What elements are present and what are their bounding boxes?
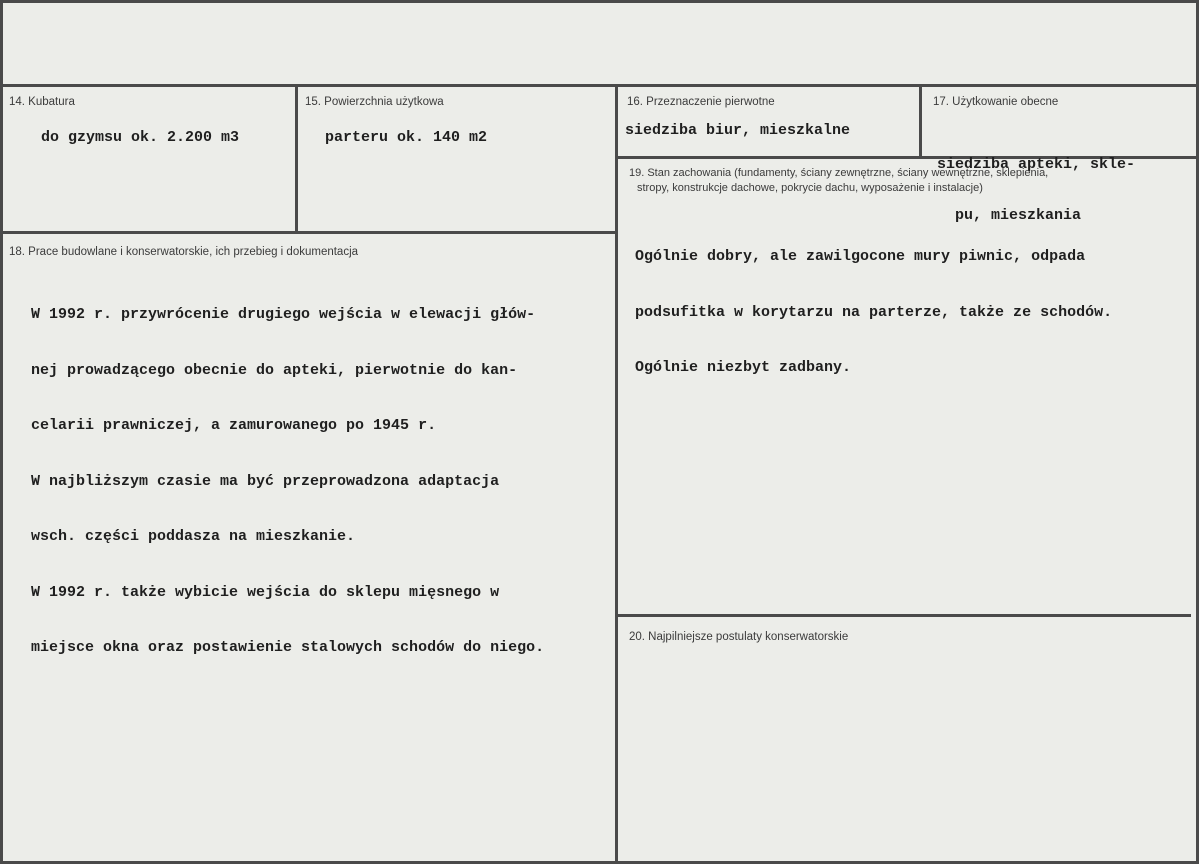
field-17-line: pu, mieszkania bbox=[955, 207, 1082, 224]
field-15-label: 15. Powierzchnia użytkowa bbox=[305, 96, 444, 108]
field-16-label: 16. Przeznaczenie pierwotne bbox=[627, 96, 775, 108]
field-19-line: Ogólnie niezbyt zadbany. bbox=[635, 359, 852, 376]
field-16-value: siedziba biur, mieszkalne bbox=[625, 122, 851, 139]
field-17-label: 17. Użytkowanie obecne bbox=[933, 96, 1059, 108]
field-18-line: celarii prawniczej, a zamurowanego po 1945 r. bbox=[31, 417, 437, 434]
field-19-line: podsufitka w korytarzu na parterze, także ze schodów. bbox=[635, 303, 1113, 321]
field-17-line: siedziba apteki, skle- bbox=[937, 156, 1136, 173]
divider-v-17 bbox=[919, 84, 922, 159]
field-14-label: 14. Kubatura bbox=[9, 96, 75, 108]
divider-top bbox=[3, 84, 1196, 87]
divider-right-20 bbox=[618, 614, 1191, 617]
field-18-line: W 1992 r. przywrócenie drugiego wejścia w elewacji głów- bbox=[31, 306, 536, 323]
divider-left-18 bbox=[3, 231, 618, 234]
field-19-label-line: stropy, konstrukcje dachowe, pokrycie dachu, wyposażenie i instalacje) bbox=[637, 182, 983, 194]
field-18-line: W 1992 r. także wybicie wejścia do sklepu mięsnego w bbox=[31, 583, 500, 601]
field-19-label-line: 19. Stan zachowania (fundamenty, ściany zewnętrzne, ściany wewnętrzne, sklepienia, bbox=[629, 167, 1049, 179]
field-18-value bbox=[31, 269, 544, 695]
field-18-line: W najbliższym czasie ma być przeprowadzona adaptacja bbox=[31, 472, 500, 490]
field-14-value: do gzymsu ok. 2.200 m3 bbox=[41, 129, 240, 146]
field-18-line: miejsce okna oraz postawienie stalowych schodów do niego. bbox=[31, 639, 545, 656]
field-19-value bbox=[635, 211, 1112, 415]
field-19-label bbox=[629, 166, 1048, 196]
field-18-line: nej prowadzącego obecnie do apteki, pierwotnie do kan- bbox=[31, 361, 518, 379]
field-18-line: wsch. części poddasza na mieszkanie. bbox=[31, 528, 356, 545]
field-15-value: parteru ok. 140 m2 bbox=[325, 129, 488, 146]
divider-v-main bbox=[615, 84, 618, 864]
field-19-line: Ogólnie dobry, ale zawilgocone mury piwnic, odpada bbox=[635, 248, 1086, 265]
field-18-label: 18. Prace budowlane i konserwatorskie, ich przebieg i dokumentacja bbox=[9, 246, 359, 258]
divider-v-15 bbox=[295, 84, 298, 234]
field-20-label: 20. Najpilniejsze postulaty konserwatorskie bbox=[629, 631, 849, 643]
